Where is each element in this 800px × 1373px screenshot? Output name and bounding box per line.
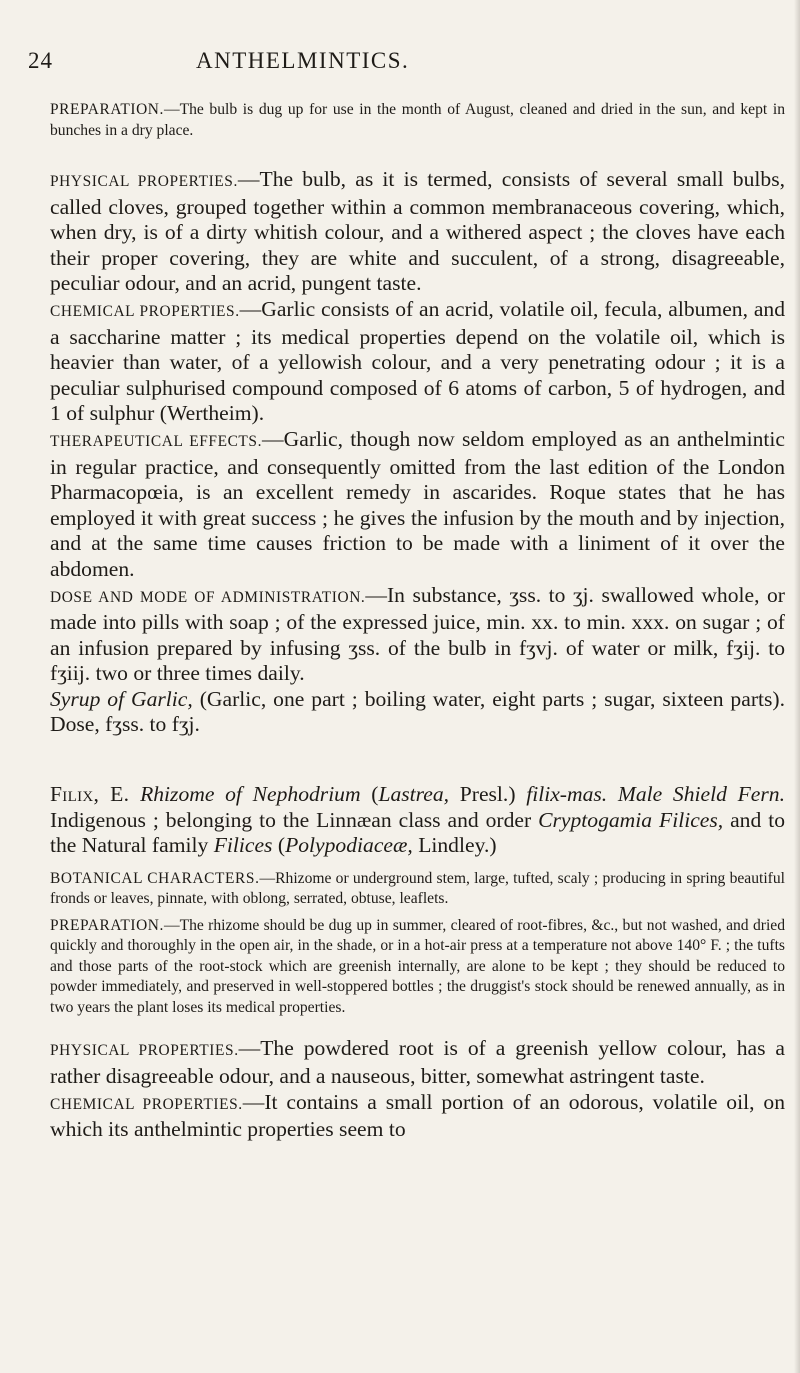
spacer <box>50 762 785 782</box>
paper-spot <box>690 640 704 654</box>
spacer <box>50 738 785 762</box>
garlic-preparation-paragraph <box>50 100 785 141</box>
paragraph-text: —Garlic, though now seldom employed as an anthelmintic in regular practice, and consequently omitted from the last edition of the London Pharmacopœia, is an excellent remedy in ascarides. Roque states that he has employed it with great success ; he gives the infusion by the mouth and by injection, and at the same time causes friction to be made with a liniment of it over the abdomen. <box>50 426 785 581</box>
synonym-genus: Lastrea, <box>378 782 450 807</box>
genus-name: Nephodrium <box>252 782 361 807</box>
filix-intro-paragraph <box>50 782 785 859</box>
spacer <box>50 147 785 167</box>
garlic-syrup-paragraph <box>50 687 785 738</box>
section-label: THERAPEUTICAL EFFECTS. <box>50 432 263 450</box>
spacer <box>50 1024 785 1036</box>
page-number: 24 <box>28 48 53 73</box>
syrup-title: Syrup of Garlic, <box>50 686 193 711</box>
section-label: DOSE AND MODE OF ADMINISTRATION. <box>50 588 366 606</box>
paragraph-text: —Garlic consists of an acrid, volatile oil, fecula, albumen, and a saccharine matter ; its medical properties depend on the volatile oil, which is heavier than water, of a yellowish colour, and a very penetrating odour ; it is a peculiar sulphurised compound composed of 6 atoms of carbon, 5 of hydrogen, and 1 of sulphur (Wertheim). <box>50 296 785 426</box>
filix-physical-paragraph <box>50 1036 785 1089</box>
garlic-physical-paragraph <box>50 167 785 297</box>
common-name: Male Shield Fern. <box>617 782 785 807</box>
garlic-therapeutical-paragraph <box>50 427 785 583</box>
section-label: PHYSICAL PROPERTIES. <box>50 173 238 190</box>
paragraph-text: Indigenous ; belonging to the Linnæan class and order <box>50 807 539 832</box>
paragraph-text: —The rhizome should be dug up in summer, cleared of root-fibres, &c., but not washed, and dried quickly and thoroughly in the open air, in the shade, or in a hot-air press at a temperature not above 140° F. ; the tufts and those parts of the root-stock which are greenish internally, are alone to be kept ; they should be reduced to powder immediately, and preserved in well-stoppered bottles ; the druggist's stock should be renewed annually, as in two years the plant loses its medical properties. <box>50 916 785 1016</box>
page-header <box>0 26 800 73</box>
section-label: PREPARATION. <box>50 916 164 934</box>
garlic-dose-paragraph <box>50 583 785 687</box>
running-head: ANTHELMINTICS. <box>196 48 410 73</box>
page-body <box>50 100 785 1143</box>
paragraph-text: —In substance, ʒss. to ʒj. swallowed whole, or made into pills with soap ; of the expressed juice, min. xx. to min. xxx. on sugar ; of an infusion prepared by infusing ʒss. of the bulb in fʒvj. of water or milk, fʒij. to fʒiij. two or three times daily. <box>50 582 785 686</box>
drug-name: Filix, E. <box>50 782 130 807</box>
paragraph-text: (Garlic, one part ; boiling water, eight parts ; sugar, sixteen parts). Dose, fʒss. to fʒj. <box>50 686 785 737</box>
spacer <box>50 859 785 869</box>
paragraph-text: —It contains a small portion of an odorous, volatile oil, on which its anthelmintic properties seem to <box>50 1089 785 1142</box>
linnaean-order: Cryptogamia Filices, <box>538 807 724 832</box>
page-edge-shadow <box>794 0 800 1373</box>
filix-chemical-paragraph <box>50 1090 785 1143</box>
natural-family: Filices <box>213 833 273 858</box>
section-label: CHEMICAL PROPERTIES. <box>50 1095 243 1113</box>
section-label: CHEMICAL PROPERTIES. <box>50 302 240 320</box>
rhizome-heading: Rhizome of <box>140 782 242 807</box>
paragraph-text: —Rhizome or underground stem, large, tufted, scaly ; producing in spring beautiful fronds or leaves, pinnate, with oblong, serrated, obtuse, leaflets. <box>50 869 785 908</box>
author-presl: Presl.) <box>449 782 516 807</box>
paragraph-text: and to the Natural family <box>50 807 785 858</box>
paren-open: ( <box>272 833 286 858</box>
section-label: BOTANICAL CHARACTERS. <box>50 869 260 887</box>
paragraph-text: —The powdered root is of a greenish yellow colour, has a rather disagreeable odour, and a nauseous, bitter, somewhat astringent taste. <box>50 1036 785 1088</box>
author-lindley: Lindley.) <box>412 833 497 858</box>
family-synonym: Polypodiaceæ, <box>285 833 413 858</box>
filix-botanical-paragraph <box>50 869 785 910</box>
paren-open: ( <box>371 782 379 807</box>
species-name: filix-mas. <box>526 782 608 807</box>
paragraph-text: —The bulb is dug up for use in the month of August, cleaned and dried in the sun, and kept in bunches in a dry place. <box>50 101 785 139</box>
filix-preparation-paragraph <box>50 916 785 1019</box>
section-label: PHYSICAL PROPERTIES. <box>50 1042 239 1060</box>
paragraph-text: —The bulb, as it is termed, consists of several small bulbs, called cloves, grouped together within a common membranaceous covering, which, when dry, is of a dirty whitish colour, and a withered aspect ; the cloves have each their proper covering, they are white and succulent, of a strong, disagreeable, peculiar odour, and an acrid, pungent taste. <box>50 167 786 296</box>
section-label: PREPARATION. <box>50 101 164 118</box>
garlic-chemical-paragraph <box>50 297 785 427</box>
